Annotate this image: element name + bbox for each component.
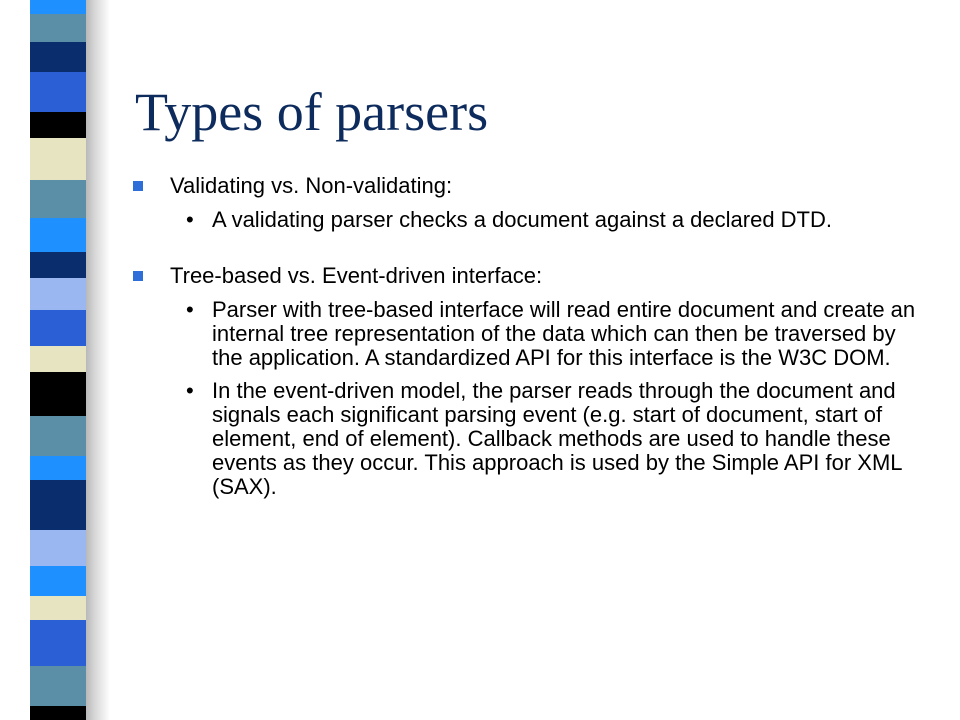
- stripe-block: [30, 416, 86, 456]
- bullet-text: A validating parser checks a document against a declared DTD.: [212, 207, 832, 232]
- stripe-block: [30, 346, 86, 372]
- slide-body: [130, 172, 920, 499]
- bullet-dot-icon: •: [186, 207, 194, 232]
- stripe-block: [30, 0, 86, 14]
- section-heading: [130, 262, 920, 289]
- bullet-dot-icon: •: [186, 297, 194, 322]
- stripe-block: [30, 138, 86, 180]
- square-bullet-icon: [133, 181, 143, 191]
- stripe-block: [30, 310, 86, 346]
- bullet-item: [130, 298, 920, 370]
- stripe-block: [30, 666, 86, 706]
- stripe-block: [30, 372, 86, 416]
- section-heading-text: Validating vs. Non-validating:: [170, 173, 453, 198]
- stripe-block: [30, 480, 86, 530]
- decorative-stripe: [30, 0, 86, 720]
- stripe-block: [30, 112, 86, 138]
- stripe-block: [30, 180, 86, 218]
- stripe-block: [30, 252, 86, 278]
- stripe-block: [30, 530, 86, 566]
- stripe-block: [30, 42, 86, 72]
- bullet-item: [130, 208, 920, 232]
- stripe-block: [30, 620, 86, 666]
- bullet-text: In the event-driven model, the parser reads through the document and signals each significant parsing event (e.g. start of document, start of element, end of element). Callback methods are used to handle these events as they occur. This approach is used by the Simple API for XML (SAX).: [212, 378, 902, 499]
- bullet-item: [130, 379, 920, 499]
- square-bullet-icon: [133, 271, 143, 281]
- stripe-block: [30, 566, 86, 596]
- bullet-text: Parser with tree-based interface will read entire document and create an internal tree representation of the data which can then be traversed by the application. A standardized API for this interface is the W3C DOM.: [212, 297, 916, 370]
- stripe-block: [30, 72, 86, 112]
- stripe-block: [30, 278, 86, 310]
- stripe-block: [30, 596, 86, 620]
- stripe-block: [30, 456, 86, 480]
- bullet-dot-icon: •: [186, 378, 194, 403]
- stripe-block: [30, 218, 86, 252]
- section-heading: [130, 172, 920, 199]
- section-heading-text: Tree-based vs. Event-driven interface:: [170, 263, 543, 288]
- stripe-block: [30, 706, 86, 720]
- slide-title: Types of parsers: [135, 82, 489, 142]
- stripe-block: [30, 14, 86, 42]
- stripe-shadow: [86, 0, 110, 720]
